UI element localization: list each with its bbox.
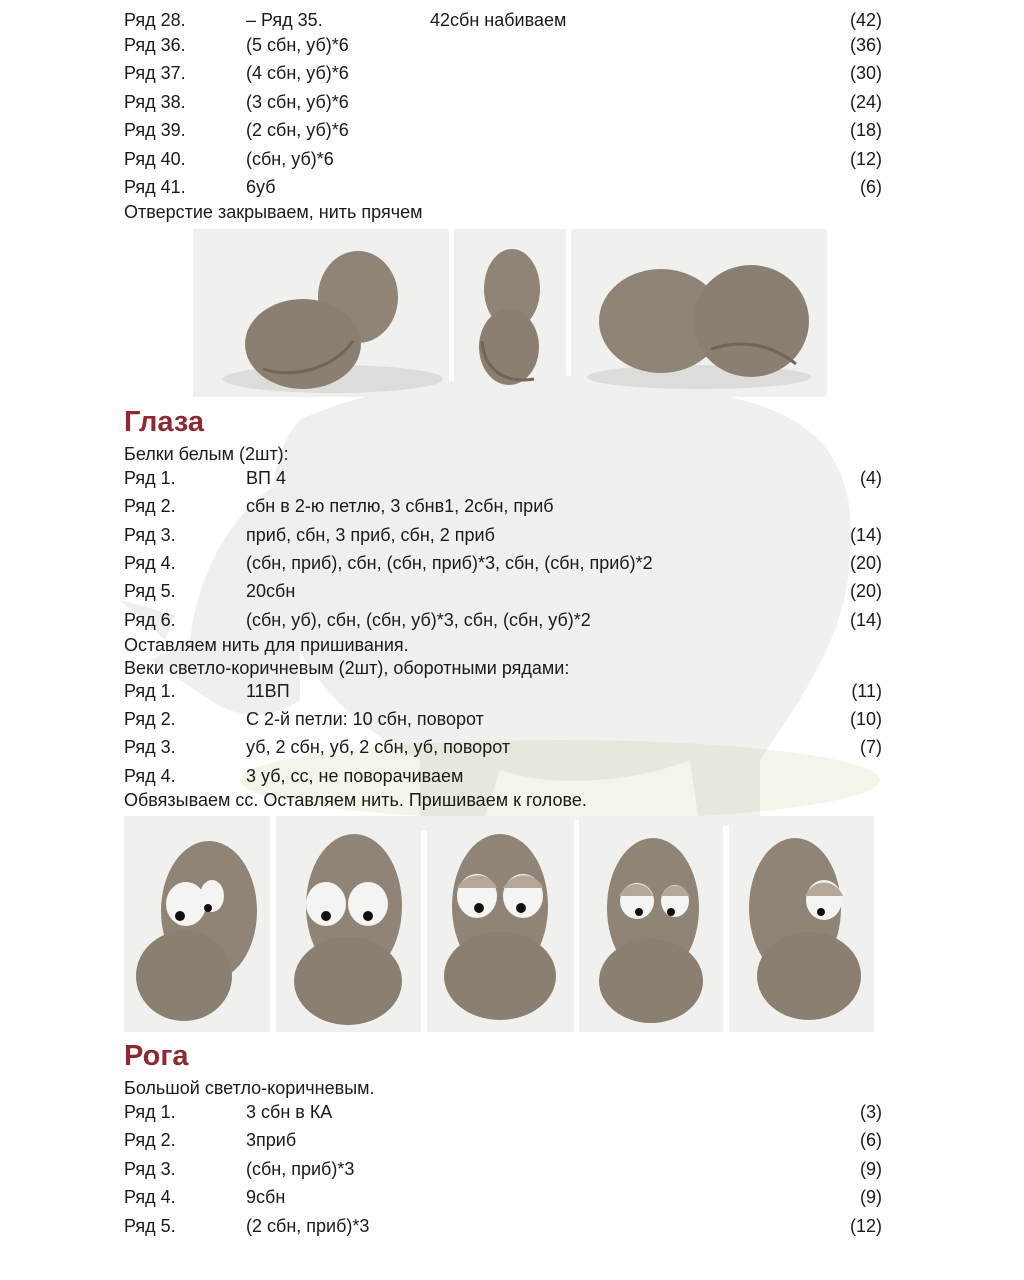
eyes-photo-4 xyxy=(579,816,723,1032)
row-instruction: (сбн, приб), сбн, (сбн, приб)*3, сбн, (сбн, приб)*2 xyxy=(246,553,653,573)
pattern-row xyxy=(124,521,894,549)
row-label: Ряд 36. xyxy=(124,35,186,55)
pattern-row xyxy=(124,577,894,605)
body-photo-2 xyxy=(454,229,566,397)
row-instruction: С 2-й петли: 10 сбн, поворот xyxy=(246,709,484,729)
row-count: (18) xyxy=(849,120,882,140)
section-intro: Большой светло-коричневым. xyxy=(124,1078,375,1098)
row-instruction: 3 сбн в КА xyxy=(246,1102,333,1122)
pattern-row xyxy=(124,606,894,634)
row-count: (10) xyxy=(849,709,882,729)
row-instruction: (4 сбн, уб)*6 xyxy=(246,63,349,83)
row-count: (3) xyxy=(860,1102,882,1122)
pattern-row xyxy=(124,705,894,733)
row-count: (20) xyxy=(849,553,882,573)
row-label: Ряд 1. xyxy=(124,468,176,488)
row-instruction-extra: 42сбн набиваем xyxy=(430,10,567,30)
row-instruction: – Ряд 35. xyxy=(246,10,323,30)
eyes-photo-5 xyxy=(729,816,874,1032)
row-count: (24) xyxy=(849,92,882,112)
pattern-row xyxy=(124,59,894,87)
row-label: Ряд 37. xyxy=(124,63,186,83)
row-instruction: 11ВП xyxy=(246,681,290,701)
pattern-row xyxy=(124,762,894,790)
row-label: Ряд 1. xyxy=(124,681,176,701)
row-label: Ряд 5. xyxy=(124,1216,176,1236)
section-note: Оставляем нить для пришивания. xyxy=(124,635,409,655)
pattern-row xyxy=(124,677,894,705)
section-title-eyes: Глаза xyxy=(124,406,205,438)
row-count: (9) xyxy=(860,1187,882,1207)
eyes-photo-2 xyxy=(276,816,421,1032)
row-label: Ряд 38. xyxy=(124,92,186,112)
pattern-row xyxy=(124,116,894,144)
pattern-row xyxy=(124,173,894,201)
row-instruction: сбн в 2-ю петлю, 3 сбнв1, 2сбн, приб xyxy=(246,496,554,516)
row-count: (6) xyxy=(860,1130,882,1150)
row-count: (12) xyxy=(849,1216,882,1236)
pattern-row xyxy=(124,733,894,761)
row-label: Ряд 3. xyxy=(124,1159,176,1179)
row-label: Ряд 2. xyxy=(124,709,176,729)
eyes-photo-3 xyxy=(427,816,574,1032)
row-label: Ряд 4. xyxy=(124,553,176,573)
row-instruction: приб, сбн, 3 приб, сбн, 2 приб xyxy=(246,525,495,545)
row-instruction: 3приб xyxy=(246,1130,297,1150)
pattern-row xyxy=(124,1098,894,1126)
pattern-row xyxy=(124,1126,894,1154)
pattern-row xyxy=(124,6,894,34)
row-count: (6) xyxy=(860,177,882,197)
row-label: Ряд 40. xyxy=(124,149,186,169)
body-photo-1 xyxy=(193,229,449,397)
section-title-horns: Рога xyxy=(124,1040,189,1072)
row-label: Ряд 6. xyxy=(124,610,176,630)
eyes-photo-1 xyxy=(124,816,270,1032)
pattern-row xyxy=(124,1212,894,1240)
pattern-row xyxy=(124,145,894,173)
section-note: Обвязываем сс. Оставляем нить. Пришиваем к голове. xyxy=(124,790,587,810)
pattern-row xyxy=(124,1155,894,1183)
row-label: Ряд 4. xyxy=(124,766,176,786)
row-count: (14) xyxy=(849,610,882,630)
row-instruction: 3 уб, сс, не поворачиваем xyxy=(246,766,464,786)
row-instruction: ВП 4 xyxy=(246,468,286,488)
row-count: (9) xyxy=(860,1159,882,1179)
row-label: Ряд 28. xyxy=(124,10,186,30)
row-count: (14) xyxy=(849,525,882,545)
row-count: (12) xyxy=(849,149,882,169)
row-instruction: 9сбн xyxy=(246,1187,286,1207)
row-count: (30) xyxy=(849,63,882,83)
row-instruction: (5 сбн, уб)*6 xyxy=(246,35,349,55)
row-label: Ряд 41. xyxy=(124,177,186,197)
body-photo-3 xyxy=(571,229,827,397)
row-instruction: (сбн, приб)*3 xyxy=(246,1159,355,1179)
row-instruction: 6уб xyxy=(246,177,276,197)
row-label: Ряд 2. xyxy=(124,496,176,516)
row-label: Ряд 1. xyxy=(124,1102,176,1122)
pattern-row xyxy=(124,549,894,577)
row-instruction: (2 сбн, уб)*6 xyxy=(246,120,349,140)
pattern-row xyxy=(124,464,894,492)
row-count: (7) xyxy=(860,737,882,757)
row-label: Ряд 4. xyxy=(124,1187,176,1207)
section-intro: Белки белым (2шт): xyxy=(124,444,289,464)
row-label: Ряд 3. xyxy=(124,737,176,757)
pattern-row xyxy=(124,31,894,59)
row-instruction: 20сбн xyxy=(246,581,296,601)
pattern-row xyxy=(124,88,894,116)
row-label: Ряд 3. xyxy=(124,525,176,545)
row-label: Ряд 5. xyxy=(124,581,176,601)
row-count: (20) xyxy=(849,581,882,601)
row-instruction: (2 сбн, приб)*3 xyxy=(246,1216,370,1236)
section-intro: Веки светло-коричневым (2шт), оборотными рядами: xyxy=(124,658,570,678)
row-instruction: уб, 2 сбн, уб, 2 сбн, уб, поворот xyxy=(246,737,511,757)
row-instruction: (3 сбн, уб)*6 xyxy=(246,92,349,112)
pattern-row xyxy=(124,1183,894,1211)
row-count: (36) xyxy=(849,35,882,55)
row-label: Ряд 39. xyxy=(124,120,186,140)
row-instruction: (сбн, уб), сбн, (сбн, уб)*3, сбн, (сбн, уб)*2 xyxy=(246,610,591,630)
row-label: Ряд 2. xyxy=(124,1130,176,1150)
row-instruction: (сбн, уб)*6 xyxy=(246,149,334,169)
pattern-row xyxy=(124,492,894,520)
row-count: (42) xyxy=(849,10,882,30)
section-note: Отверстие закрываем, нить прячем xyxy=(124,202,423,222)
row-count: (4) xyxy=(860,468,882,488)
row-count: (11) xyxy=(851,681,882,701)
